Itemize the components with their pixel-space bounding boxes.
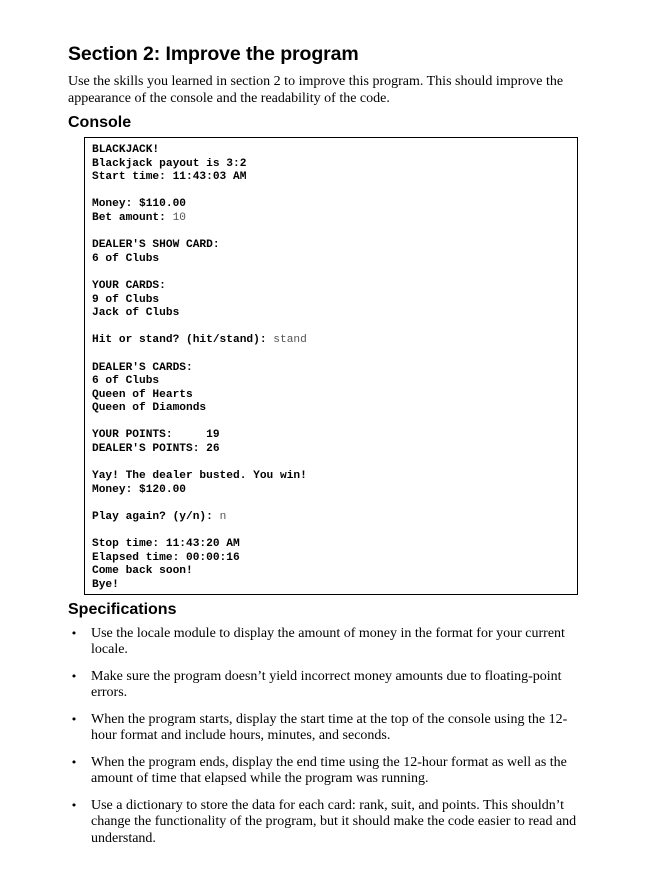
console-blank-line	[92, 226, 569, 240]
console-line-text: Money: $120.00	[92, 483, 186, 496]
console-line	[92, 280, 569, 294]
console-line	[92, 443, 569, 457]
console-line	[92, 565, 569, 579]
console-line	[92, 362, 569, 376]
console-user-input: n	[219, 511, 227, 524]
console-line	[92, 402, 569, 416]
bullet-icon: •	[70, 669, 78, 683]
intro-paragraph: Use the skills you learned in section 2 to improve this program. This should improve the appearance of the console and the readability of the code.	[68, 74, 564, 106]
specification-text: When the program starts, display the start time at the top of the console using the 12-hour format and include hours, minutes, and seconds.	[91, 711, 568, 744]
console-line	[92, 429, 569, 443]
console-line	[92, 307, 569, 321]
console-heading: Console	[68, 114, 132, 131]
specifications-list	[68, 626, 592, 848]
console-blank-line	[92, 497, 569, 511]
console-line-text: Hit or stand? (hit/stand):	[92, 334, 274, 347]
specification-text: Make sure the program doesn’t yield incorrect money amounts due to floating-point errors.	[91, 668, 562, 701]
console-line	[92, 375, 569, 389]
console-blank-line	[92, 321, 569, 335]
console-line	[92, 198, 569, 212]
console-line	[92, 294, 569, 308]
specification-item	[68, 669, 592, 702]
console-line	[92, 334, 569, 348]
console-line-text: Queen of Hearts	[92, 388, 193, 401]
console-line	[92, 389, 569, 403]
console-line-text: Blackjack payout is 3:2	[92, 157, 247, 170]
console-line-text: Start time: 11:43:03 AM	[92, 171, 247, 184]
console-line-text: Play again? (y/n):	[92, 511, 220, 524]
console-line	[92, 239, 569, 253]
console-line	[92, 552, 569, 566]
console-line-text: 6 of Clubs	[92, 375, 160, 388]
console-blank-line	[92, 525, 569, 539]
console-user-input: stand	[273, 334, 307, 347]
console-line-text: DEALER'S SHOW CARD:	[92, 239, 220, 252]
console-line	[92, 144, 569, 158]
console-line	[92, 579, 569, 593]
console-line	[92, 484, 569, 498]
console-line-text: Jack of Clubs	[92, 307, 180, 320]
console-line-text: 9 of Clubs	[92, 293, 160, 306]
console-line-text: Money: $110.00	[92, 198, 186, 211]
console-line-text: Bet amount:	[92, 211, 173, 224]
console-line	[92, 212, 569, 226]
specification-text: Use a dictionary to store the data for each card: rank, suit, and points. This shouldn’t change the functionality of the program, but it should make the code easier to read and understand.	[91, 797, 577, 846]
bullet-icon: •	[70, 626, 78, 640]
bullet-icon: •	[70, 755, 78, 769]
console-line-text: Elapsed time: 00:00:16	[92, 551, 240, 564]
console-blank-line	[92, 266, 569, 280]
console-line-text: DEALER'S POINTS: 26	[92, 443, 220, 456]
specification-item	[68, 798, 592, 848]
console-line-text: DEALER'S CARDS:	[92, 361, 193, 374]
section-title: Section 2: Improve the program	[68, 43, 359, 65]
console-line-text: Bye!	[92, 579, 119, 591]
specification-text: When the program ends, display the end time using the 12-hour format as well as the amount of time that elapsed while the program was running.	[91, 754, 567, 787]
console-line	[92, 253, 569, 267]
console-line-text: YOUR POINTS: 19	[92, 429, 220, 442]
console-blank-line	[92, 185, 569, 199]
console-blank-line	[92, 348, 569, 362]
console-line-text: BLACKJACK!	[92, 144, 160, 156]
console-line	[92, 171, 569, 185]
console-line-text: Yay! The dealer busted. You win!	[92, 470, 307, 483]
console-line-text: Come back soon!	[92, 565, 193, 578]
console-blank-line	[92, 457, 569, 471]
console-output	[84, 137, 578, 595]
console-line	[92, 511, 569, 525]
console-line	[92, 158, 569, 172]
specifications-heading: Specifications	[68, 600, 177, 618]
console-line	[92, 538, 569, 552]
console-user-input: 10	[172, 211, 187, 224]
specification-item	[68, 755, 592, 788]
console-line-text: Stop time: 11:43:20 AM	[92, 538, 240, 551]
specification-item	[68, 712, 592, 745]
specification-text: Use the locale module to display the amount of money in the format for your current locale.	[91, 625, 565, 658]
console-line-text: Queen of Diamonds	[92, 402, 207, 415]
console-line-text: 6 of Clubs	[92, 252, 160, 265]
specification-item	[68, 626, 592, 659]
console-blank-line	[92, 416, 569, 430]
document-page	[68, 42, 592, 857]
bullet-icon: •	[70, 798, 78, 812]
console-line-text: YOUR CARDS:	[92, 279, 166, 292]
bullet-icon: •	[70, 712, 78, 726]
console-line	[92, 470, 569, 484]
